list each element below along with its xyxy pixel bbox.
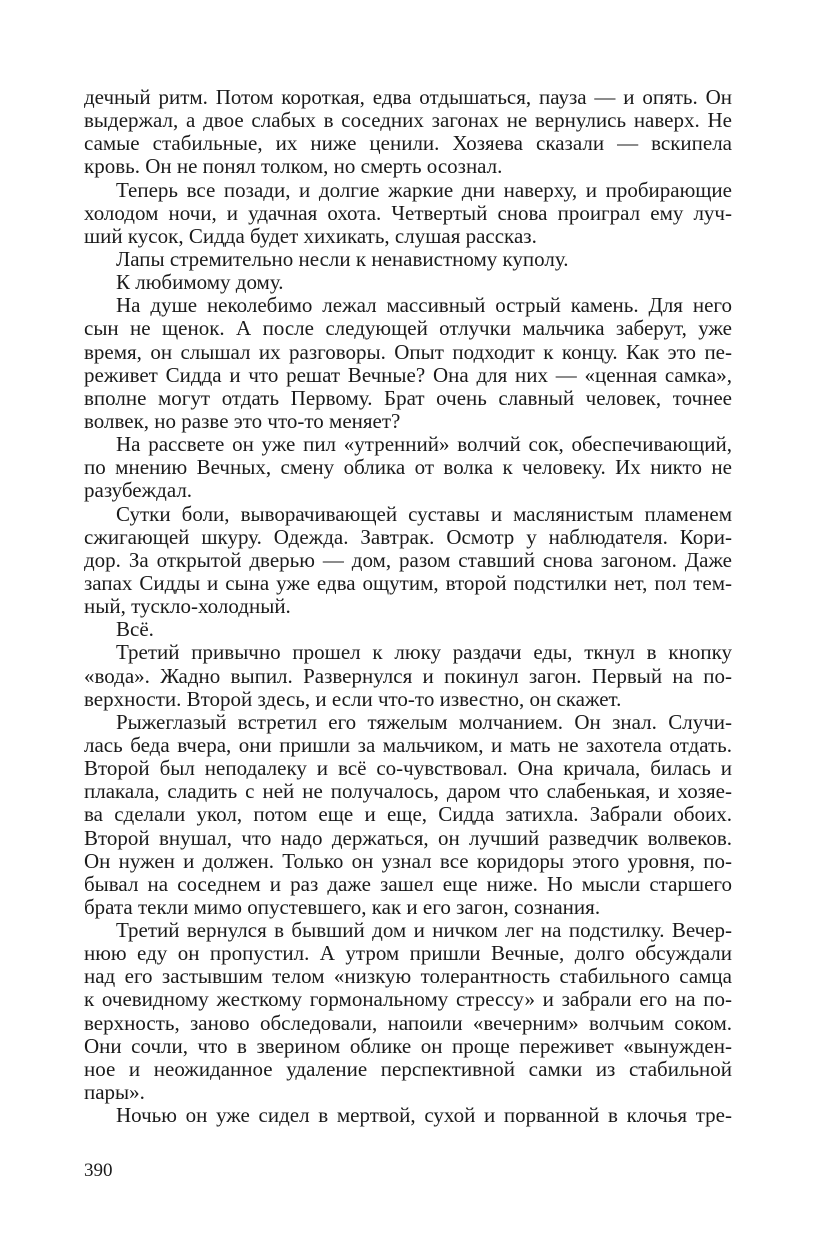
text-line: брата текли мимо опустевшего, как и его загон, сознания. [84, 894, 601, 919]
text-line: над его застывшим телом «низкую толерантность стабильного самца [84, 964, 732, 989]
text-body [84, 86, 732, 1127]
paragraph [84, 179, 732, 248]
text-line: лась беда вчера, они пришли за мальчиком, и мать не захотела отдать. [84, 732, 732, 757]
text-line: реживет Сидда и что решат Вечные? Она для них — «ценная самка», [84, 362, 732, 387]
text-line: плакала, сладить с ней не получалось, даром что слабенькая, и хозяе- [84, 779, 732, 804]
text-line: к очевидному жесткому гормональному стрессу» и забрали его на по- [84, 987, 732, 1012]
text-line: Он нужен и должен. Только он узнал все коридоры этого уровня, по- [84, 848, 732, 873]
text-line: сжигающей шкуру. Одежда. Завтрак. Осмотр у наблюдателя. Кори- [84, 524, 732, 549]
text-line: Рыжеглазый встретил его тяжелым молчанием. Он знал. Случи- [116, 709, 732, 734]
page-number: 390 [84, 1160, 113, 1181]
text-line: На душе неколебимо лежал массивный острый камень. Для него [116, 293, 732, 318]
text-line: Лапы стремительно несли к ненавистному куполу. [116, 246, 569, 271]
paragraph [84, 711, 732, 919]
text-line: Второй внушал, что надо держаться, он лучший разведчик волвеков. [84, 825, 732, 850]
text-line: Сутки боли, выворачивающей суставы и маслянистым пламенем [116, 501, 732, 526]
text-line: Всё. [116, 617, 154, 642]
text-line: вполне могут отдать Первому. Брат очень славный человек, точнее [84, 385, 732, 410]
text-line: Они сочли, что в зверином облике он проще переживет «вынужден- [84, 1033, 732, 1058]
text-line: волвек, но разве это что-то меняет? [84, 408, 401, 433]
text-line: «вода». Жадно выпил. Развернулся и покинул загон. Первый на по- [84, 663, 732, 688]
text-line: Третий привычно прошел к люку раздачи еды, ткнул в кнопку [116, 640, 732, 665]
paragraph [84, 503, 732, 619]
paragraph [84, 641, 732, 710]
text-line: ное и неожиданное удаление перспективной самки из стабильной [84, 1056, 732, 1081]
text-line: ный, тускло-холодный. [84, 594, 291, 619]
text-line: Теперь все позади, и долгие жаркие дни наверху, и пробирающие [116, 177, 732, 202]
paragraph [84, 618, 732, 641]
paragraph [84, 1104, 732, 1127]
paragraph [84, 86, 732, 179]
paragraph [84, 433, 732, 502]
text-line: ший кусок, Сидда будет хихикать, слушая рассказ. [84, 223, 537, 248]
text-line: разубеждал. [84, 478, 193, 503]
text-line: дор. За открытой дверью — дом, разом ставший снова загоном. Даже [84, 547, 732, 572]
paragraph [84, 919, 732, 1104]
text-line: выдержал, а двое слабых в соседних загонах не вернулись наверх. Не [84, 108, 732, 133]
text-line: бывал на соседнем и раз даже зашел еще ниже. Но мысли старшего [84, 871, 732, 896]
text-line: верхности. Второй здесь, и если что-то известно, он скажет. [84, 686, 622, 711]
text-line: ва сделали укол, потом еще и еще, Сидда затихла. Забрали обоих. [84, 802, 732, 827]
text-line: сын не щенок. А после следующей отлучки мальчика заберут, уже [84, 316, 732, 341]
text-line: верхность, заново обследовали, напоили «вечерним» волчьим соком. [84, 1010, 732, 1035]
text-line: На рассвете он уже пил «утренний» волчий сок, обеспечивающий, [116, 432, 732, 457]
text-line: Ночью он уже сидел в мертвой, сухой и порванной в клочья тре- [116, 1103, 732, 1128]
text-line: Второй был неподалеку и всё со-чувствовал. Она кричала, билась и [84, 756, 732, 781]
paragraph [84, 248, 732, 271]
text-line: по мнению Вечных, смену облика от волка к человеку. Их никто не [84, 455, 732, 480]
text-line: Третий вернулся в бывший дом и ничком лег на подстилку. Вечер- [116, 918, 732, 943]
paragraph [84, 271, 732, 294]
text-line: нюю еду он пропустил. А утром пришли Вечные, долго обсуждали [84, 941, 732, 966]
text-line: дечный ритм. Потом короткая, едва отдышаться, пауза — и опять. Он [84, 85, 732, 109]
text-line: время, он слышал их разговоры. Опыт подходит к концу. Как это пе- [84, 339, 732, 364]
text-line: холодом ночи, и удачная охота. Четвертый снова проиграл ему луч- [84, 200, 732, 225]
paragraph [84, 294, 732, 433]
text-line: К любимому дому. [116, 270, 284, 295]
text-line: запах Сидды и сына уже едва ощутим, второй подстилки нет, пол тем- [84, 570, 732, 595]
text-line: пары». [84, 1080, 145, 1105]
text-line: кровь. Он не понял толком, но смерть осознал. [84, 154, 503, 179]
text-line: самые стабильные, их ниже ценили. Хозяева сказали — вскипела [84, 131, 732, 156]
